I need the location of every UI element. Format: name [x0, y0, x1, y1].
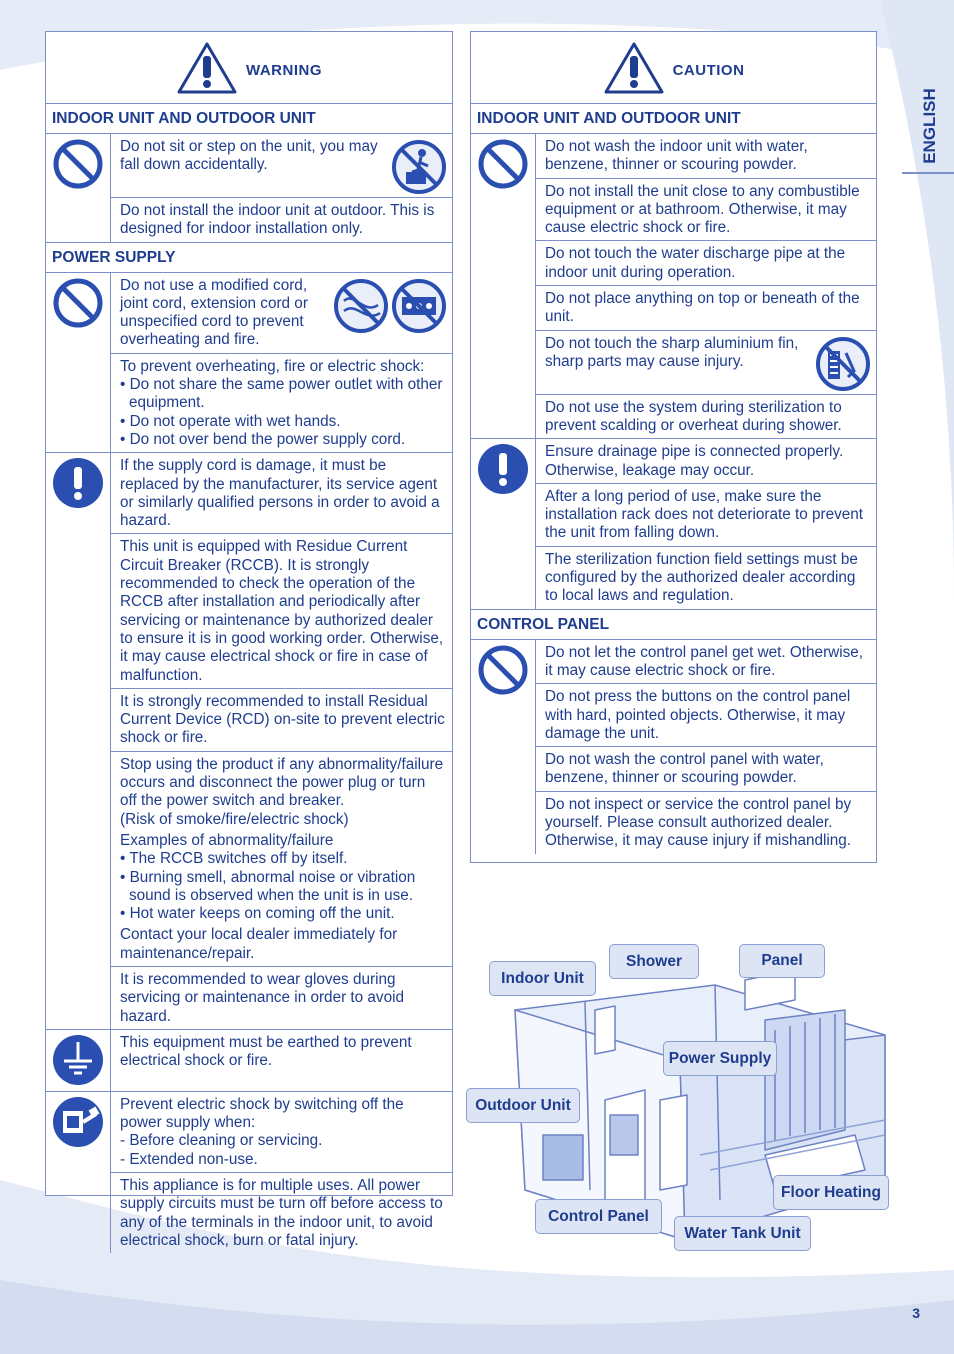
earth-ground-icon: [52, 1034, 104, 1091]
warning-item-text: Do not sit or step on the unit, you may fall down accidentally.: [120, 138, 378, 174]
warning-item: [111, 1173, 452, 1253]
language-label: ENGLISH: [920, 88, 939, 164]
caution-item-text: Do not wash the control panel with water, benzene, thinner or scouring powder.: [545, 751, 824, 787]
caution-item-text: The sterilization function field settings must be configured by the authorized dealer according to local laws and regulation.: [545, 550, 858, 605]
warning-item-text: - Before cleaning or servicing.: [120, 1132, 323, 1150]
caution-item: [536, 640, 876, 685]
prohibition-icon: [52, 138, 104, 195]
warning-item-text: Do not install the indoor unit at outdoor. This is designed for indoor installation only.: [120, 202, 435, 238]
warning-triangle-icon: [176, 41, 238, 95]
callout-power-supply: Power Supply: [663, 1041, 777, 1076]
warning-item-text: • Burning smell, abnormal noise or vibration sound is observed when the unit is in use.: [120, 868, 416, 904]
icon-cell: [46, 1030, 111, 1091]
caution-item-text: Do not install the unit close to any combustible equipment or at bathroom. Otherwise, it may cause electric shock or fire.: [545, 182, 860, 237]
warning-row-group: [46, 1030, 452, 1092]
warning-item-text: (Risk of smoke/fire/electric shock): [120, 810, 349, 828]
unplug-icon: [52, 1096, 104, 1153]
caution-triangle-icon: [603, 41, 665, 95]
caution-row-group: [471, 439, 876, 609]
warning-item: [111, 453, 452, 534]
icon-cell: [46, 453, 111, 1029]
warning-item-text: To prevent overheating, fire or electric shock:: [120, 357, 425, 375]
caution-item: [536, 792, 876, 854]
caution-item: [536, 547, 876, 609]
mandatory-exclamation-icon: [52, 457, 104, 514]
caution-item-text: Do not press the buttons on the control panel with hard, pointed objects. Otherwise, it may damage the unit.: [545, 688, 851, 742]
callout-control-panel: Control Panel: [535, 1199, 662, 1234]
warning-item: [111, 1030, 452, 1074]
caution-item: [536, 747, 876, 792]
warning-item-text: • Do not over bend the power supply cord.: [120, 430, 406, 448]
warning-row-group: [46, 134, 452, 243]
warning-item: [111, 1092, 452, 1173]
caution-item: [536, 439, 876, 484]
warning-item-text: Contact your local dealer immediately for maintenance/repair.: [120, 926, 398, 962]
prohibition-icon: [477, 644, 529, 701]
warning-section-title-indoor-unit-and-outdoor-unit: INDOOR UNIT AND OUTDOOR UNIT: [46, 104, 452, 134]
warning-item: [111, 354, 452, 452]
no-touch-fin-pictogram: [816, 337, 870, 391]
warning-item-text: Do not use a modified cord, joint cord, extension cord or unspecified cord to prevent overheating and fire.: [120, 276, 308, 349]
warning-item-text: • Do not share the same power outlet with other equipment.: [120, 376, 443, 412]
warning-item-text: If the supply cord is damage, it must be replaced by the manufacturer, its service agent or similarly qualified persons in order to avoid a hazard.: [120, 457, 440, 530]
caution-item: [536, 395, 876, 439]
icon-cell: [471, 134, 536, 438]
caution-section-title-indoor-unit-and-outdoor-unit: INDOOR UNIT AND OUTDOOR UNIT: [471, 104, 876, 134]
caution-item-text: After a long period of use, make sure the installation rack does not deteriorate to prevent the unit from falling down.: [545, 487, 864, 542]
warning-item-text: It is recommended to wear gloves during servicing or maintenance in order to avoid hazard.: [120, 970, 404, 1025]
caution-row-group: [471, 134, 876, 439]
caution-item-text: Do not touch the sharp aluminium fin, sharp parts may cause injury.: [545, 334, 799, 370]
warning-item: [111, 752, 452, 967]
warning-header: [46, 32, 452, 104]
warning-item-text: This appliance is for multiple uses. All power supply circuits must be turn off before access to any of the terminals in the indoor unit, to avoid electrical shock, burn or fatal injury.: [120, 1177, 443, 1249]
callout-shower: Shower: [609, 944, 699, 979]
warning-item: [111, 534, 452, 688]
caution-item-text: Ensure drainage pipe is connected properly. Otherwise, leakage may occur.: [545, 443, 844, 479]
callout-indoor-unit: Indoor Unit: [489, 961, 596, 996]
caution-item-text: Do not touch the water discharge pipe at the indoor unit during operation.: [545, 245, 846, 281]
warning-item-text: Stop using the product if any abnormality/failure occurs and disconnect the power plug or turn off the power switch and breaker.: [120, 755, 444, 810]
warning-item: [111, 967, 452, 1029]
warning-section-title-power-supply: POWER SUPPLY: [46, 243, 452, 273]
warning-item-text: This unit is equipped with Residue Current Circuit Breaker (RCCB). It is strongly recommended to check the operation of the RCCB after installation and periodically after servicing or maintenance by authorized dealer to ensure it is in good working order. Otherwise, it may cause electrical shock or fire in case of malfunction.: [120, 538, 444, 684]
caution-panel: [470, 31, 877, 863]
caution-item: [536, 286, 876, 331]
icon-cell: [46, 134, 111, 242]
caution-item: [536, 684, 876, 747]
warning-item-text: • The RCCB switches off by itself.: [120, 850, 348, 868]
language-tab: [902, 78, 954, 174]
icon-cell: [471, 640, 536, 854]
callout-water-tank-unit: Water Tank Unit: [674, 1216, 811, 1251]
caution-item: [536, 179, 876, 242]
warning-row-group: [46, 453, 452, 1030]
prohibition-icon: [52, 277, 104, 334]
caution-header: [471, 32, 876, 104]
caution-item: [536, 484, 876, 547]
callout-outdoor-unit: Outdoor Unit: [466, 1088, 580, 1123]
mandatory-exclamation-icon: [477, 443, 529, 500]
warning-item: [111, 134, 452, 198]
caution-item-text: Do not use the system during sterilization to prevent scalding or overheat during shower.: [545, 398, 842, 434]
warning-item-text: Prevent electric shock by switching off the power supply when:: [120, 1095, 404, 1132]
warning-row-group: [46, 1092, 452, 1253]
caution-item-text: Do not place anything on top or beneath of the unit.: [545, 290, 860, 326]
icon-cell: [46, 273, 111, 453]
warning-item-text: It is strongly recommended to install Residual Current Device (RCD) on-site to prevent electric shock or fire.: [120, 692, 445, 747]
callout-panel: Panel: [739, 944, 825, 978]
no-stepping-pictogram: [392, 140, 446, 194]
warning-item: [111, 198, 452, 242]
caution-item-text: Do not inspect or service the control panel by yourself. Please consult authorized dealer. Otherwise, it may cause injury if mishandling.: [545, 795, 852, 850]
no-modified-cord-pictograms: [334, 279, 446, 333]
warning-item-text: This equipment must be earthed to prevent electrical shock or fire.: [120, 1033, 412, 1070]
caution-label: CAUTION: [672, 62, 745, 79]
warning-item: [111, 689, 452, 752]
caution-item: [536, 331, 876, 395]
icon-cell: [46, 1092, 111, 1253]
warning-item-text: • Hot water keeps on coming off the unit.: [120, 905, 395, 923]
caution-row-group: [471, 640, 876, 854]
warning-row-group: [46, 273, 452, 454]
warning-panel: [45, 31, 453, 1249]
page-number: 3: [912, 1305, 920, 1321]
warning-item-text: Examples of abnormality/failure: [120, 831, 334, 849]
callout-floor-heating: Floor Heating: [773, 1175, 889, 1210]
caution-item: [536, 134, 876, 179]
warning-item: [111, 273, 452, 354]
caution-item: [536, 241, 876, 286]
caution-item-text: Do not let the control panel get wet. Otherwise, it may cause electric shock or fire.: [545, 643, 864, 679]
icon-cell: [471, 439, 536, 608]
caution-item-text: Do not wash the indoor unit with water, benzene, thinner or scouring powder.: [545, 138, 808, 174]
prohibition-icon: [477, 138, 529, 195]
warning-item-text: • Do not operate with wet hands.: [120, 412, 341, 430]
warning-label: WARNING: [246, 62, 322, 79]
caution-section-title-control-panel: CONTROL PANEL: [471, 610, 876, 640]
warning-item-text: - Extended non-use.: [120, 1150, 258, 1168]
